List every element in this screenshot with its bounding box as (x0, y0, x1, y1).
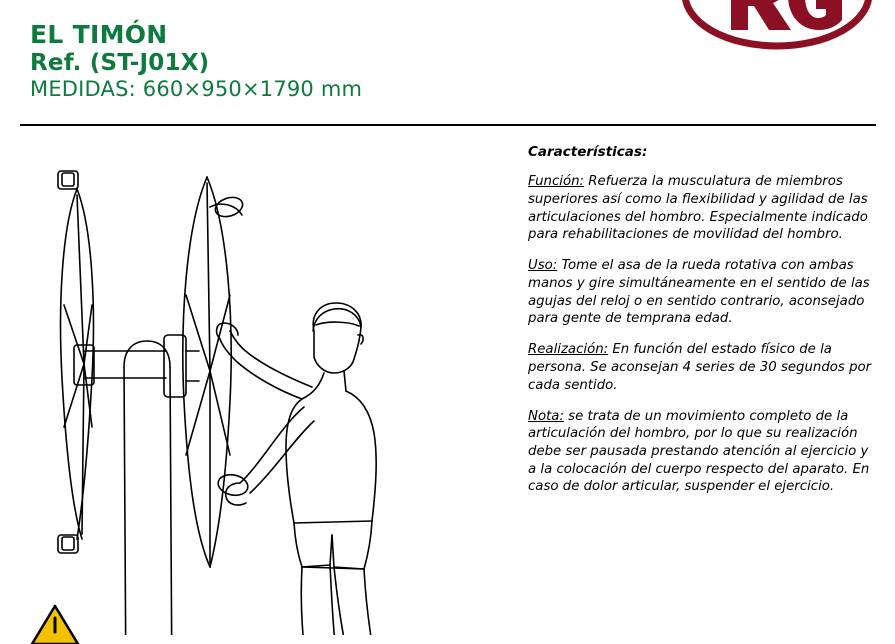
spec-item-realizacion (528, 341, 876, 394)
characteristics-panel (528, 144, 876, 509)
spec-label-realizacion: Realización: (528, 342, 609, 358)
product-measures: MEDIDAS: 660×950×1790 mm (30, 76, 363, 101)
equipment-drawing-svg (14, 135, 504, 635)
title-block (30, 20, 362, 101)
spec-item-uso (528, 257, 876, 328)
spec-text-nota: se trata de un movimiento completo de la articulación del hombro, por lo que su realización debe ser pausada prestando atención al ejercicio y a la colocación del cuerpo respecto del aparato. En caso de dolor articular, suspender el ejercicio. (528, 408, 870, 495)
spec-text-realizacion: En función del estado físico de la persona. Se aconsejan 4 series de 30 segundos por cada sentido. (528, 342, 872, 393)
equipment-drawing (14, 135, 504, 635)
spec-text-funcion: Refuerza la musculatura de miembros superiores así como la flexibilidad y agilidad de las articulaciones del hombro. Especialmente indicado para rehabilitaciones de movilidad del hombro. (528, 174, 868, 243)
spec-text-uso: Tome el asa de la rueda rotativa con ambas manos y gire simultáneamente en el sentido de las agujas del reloj o en sentido contrario, aconsejado para gente de temprana edad. (528, 258, 870, 327)
page-header (0, 0, 895, 122)
rg-logo (657, 0, 887, 78)
spec-item-funcion (528, 173, 876, 244)
spec-label-uso: Uso: (528, 258, 558, 274)
warning-triangle-icon (30, 604, 80, 644)
spec-label-nota: Nota: (528, 408, 564, 424)
spec-label-funcion: Función: (528, 174, 585, 190)
spec-item-nota (528, 408, 876, 496)
page-title: EL TIMÓN (30, 20, 168, 49)
product-reference: Ref. (ST-J01X) (30, 49, 210, 76)
header-divider (20, 124, 876, 126)
characteristics-heading: Características: (528, 144, 648, 160)
